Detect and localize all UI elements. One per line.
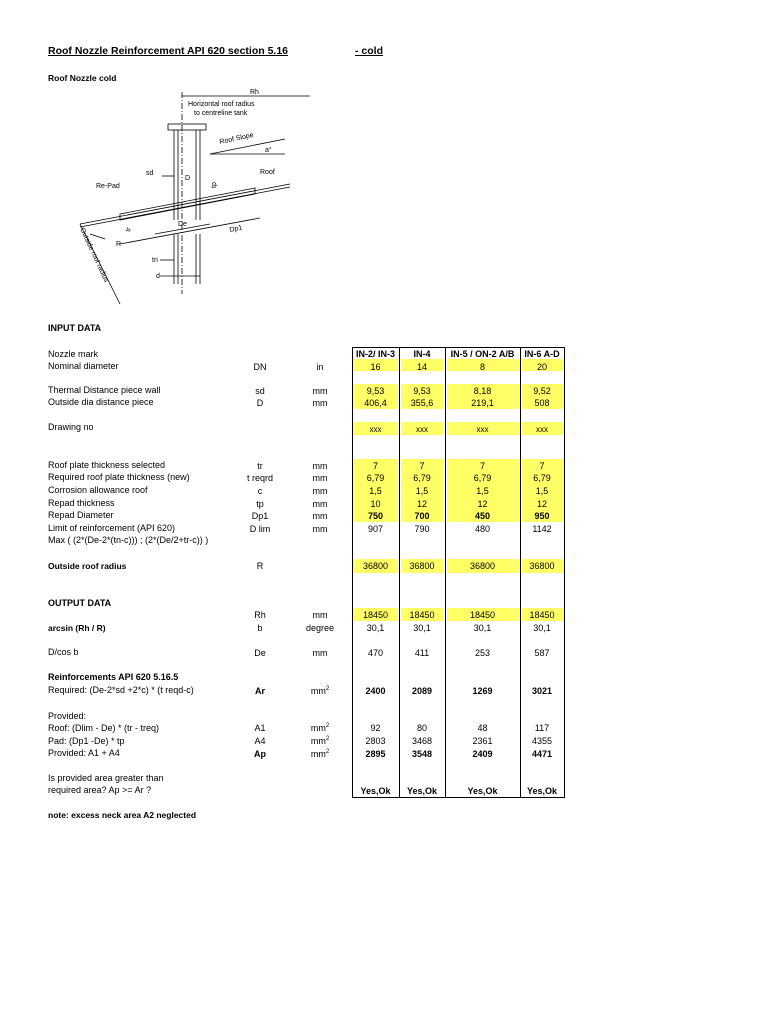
- row-unit: mm: [312, 461, 328, 471]
- value-cell-tr: 7: [419, 461, 425, 471]
- value-cell-dp1: 450: [474, 511, 491, 521]
- value-cell-c: 1,5: [415, 486, 429, 496]
- row-unit: degree: [305, 623, 335, 633]
- row-unit: mm: [312, 524, 328, 534]
- row-label: Roof plate thickness selected: [48, 460, 166, 470]
- value-cell-dn: 16: [370, 362, 381, 372]
- value-cell-check: Yes,Ok: [526, 786, 558, 796]
- value-cell-b: 30,1: [366, 623, 385, 633]
- value-cell-drawing: xxx: [369, 425, 382, 434]
- label-slope-angle: a°: [265, 147, 272, 154]
- row-label: D/cos b: [48, 647, 79, 657]
- value-cell-c: 1,5: [476, 486, 489, 496]
- value-cell-dlim: 1142: [532, 524, 552, 534]
- row-unit: mm: [312, 486, 328, 496]
- row-label: required area? Ap >= Ar ?: [48, 785, 152, 795]
- value-cell-tp: 12: [477, 499, 488, 509]
- row-symbol: b: [257, 623, 263, 633]
- row-label: Drawing no: [48, 422, 94, 432]
- row-label: Provided:: [48, 711, 87, 721]
- row-label: Corrosion allowance roof: [48, 485, 148, 495]
- value-cell-r: 36800: [409, 561, 435, 571]
- row-unit: mm: [312, 386, 328, 396]
- value-cell-ap: 2895: [365, 749, 386, 759]
- value-cell-drawing: xxx: [416, 425, 428, 434]
- value-cell-ar: 2089: [411, 686, 433, 696]
- value-cell-ar: 1269: [472, 686, 493, 696]
- value-cell-d: 219,1: [471, 398, 494, 408]
- nozzle-diagram: [60, 84, 320, 304]
- row-label: Roof: (Dlim - De) * (tr - treq): [48, 723, 160, 733]
- value-cell-tp: 12: [416, 499, 427, 509]
- value-cell-sd: 9,52: [533, 386, 551, 396]
- page-title: Roof Nozzle Reinforcement API 620 section 5.16: [48, 45, 289, 57]
- value-cell-a4: 3468: [411, 736, 433, 746]
- row-label: Repad Diameter: [48, 510, 114, 520]
- row-label: Repad thickness: [48, 498, 115, 508]
- row-unit: $mm^2$: [310, 736, 330, 746]
- value-cell-check: Yes,Ok: [406, 786, 438, 796]
- value-cell-d: 355,6: [410, 398, 434, 408]
- label-roof-slope: Roof Slope: [218, 131, 255, 146]
- value-cell-r: 36800: [529, 561, 555, 571]
- value-cell-drawing: xxx: [476, 425, 489, 434]
- row-unit: in: [316, 362, 324, 372]
- value-cell-ap: 4471: [531, 749, 553, 759]
- value-cell-dp1: 700: [414, 511, 430, 521]
- column-header: IN-6 A-D: [524, 349, 560, 359]
- value-cell-sd: 9,53: [366, 386, 385, 396]
- value-cell-b: 30,1: [413, 623, 431, 633]
- column-header: IN-5 / ON-2 A/B: [450, 349, 515, 359]
- row-label: Provided: A1 + A4: [48, 748, 120, 758]
- value-cell-treq: 6,79: [366, 473, 385, 483]
- row-symbol: A4: [254, 736, 266, 746]
- row-label: Required roof plate thickness (new): [48, 472, 190, 482]
- value-cell-a4: 2803: [365, 736, 386, 746]
- row-label: Outside roof radius: [48, 561, 127, 571]
- row-unit: mm: [312, 511, 328, 521]
- row-symbol: sd: [255, 386, 265, 396]
- row-label-formula: Max ( (2*(De-2*(tn-c))) ; (2*(De/2+tr-c)) ): [48, 535, 209, 545]
- label-d: D: [185, 175, 191, 182]
- row-symbol: Dp1: [251, 511, 269, 521]
- label-roof: Roof: [260, 169, 275, 176]
- value-cell-rh: 18450: [529, 610, 555, 620]
- value-cell-treq: 6,79: [533, 473, 551, 483]
- value-cell-dn: 8: [479, 362, 485, 372]
- label-tp: tp: [211, 182, 218, 188]
- row-symbol: t reqrd: [246, 473, 273, 483]
- footnote: note: excess neck area A2 neglected: [48, 810, 197, 820]
- value-cell-de: 587: [534, 648, 550, 658]
- label-dp1: Dp1: [228, 224, 243, 234]
- row-unit: mm: [312, 648, 328, 658]
- label-outside-radius: Outside roof radius: [78, 226, 110, 284]
- page-subtitle: Roof Nozzle cold: [48, 73, 117, 83]
- section-input-data: INPUT DATA: [48, 323, 102, 333]
- label-d-small: d: [156, 273, 160, 280]
- label-de: De: [178, 221, 187, 228]
- value-cell-r: 36800: [362, 561, 389, 571]
- value-cell-ap: 3548: [411, 749, 433, 759]
- value-cell-c: 1,5: [535, 486, 549, 496]
- value-cell-de: 470: [367, 648, 384, 658]
- value-cell-d: 508: [534, 398, 550, 408]
- row-symbol: De: [254, 648, 266, 658]
- row-label: arcsin (Rh / R): [48, 623, 106, 633]
- row-symbol: c: [257, 486, 263, 496]
- value-cell-sd: 9,53: [413, 386, 431, 396]
- row-label: Required: (De-2*sd +2*c) * (t reqd-c): [48, 685, 194, 695]
- value-cell-dlim: 790: [414, 524, 430, 534]
- row-label: Is provided area greater than: [48, 773, 164, 783]
- label-tr: tr: [125, 226, 133, 233]
- label-tn: tn: [152, 257, 158, 264]
- row-unit: mm: [312, 499, 328, 509]
- row-unit: $mm^2$: [310, 686, 330, 696]
- row-symbol: Ar: [254, 686, 265, 696]
- value-cell-de: 411: [414, 648, 430, 658]
- row-unit: mm: [312, 610, 328, 620]
- value-cell-drawing: xxx: [536, 425, 548, 434]
- label-sd: sd: [146, 170, 154, 177]
- row-label: Outside dia distance piece: [48, 397, 154, 407]
- value-cell-tr: 7: [479, 461, 485, 471]
- label-r: R: [116, 241, 122, 248]
- value-cell-dp1: 950: [534, 511, 550, 521]
- value-cell-ar: 3021: [531, 686, 553, 696]
- value-cell-a1: 80: [416, 723, 427, 733]
- value-cell-b: 30,1: [473, 623, 492, 633]
- value-cell-dn: 20: [536, 362, 547, 372]
- value-cell-check: Yes,Ok: [360, 786, 391, 796]
- value-cell-a4: 2361: [472, 736, 493, 746]
- row-symbol: DN: [253, 362, 267, 372]
- row-symbol: tr: [257, 461, 263, 471]
- value-cell-sd: 8,18: [473, 386, 492, 396]
- value-cell-tr: 7: [539, 461, 545, 471]
- row-unit: mm: [312, 473, 328, 483]
- value-cell-check: Yes,Ok: [467, 786, 498, 796]
- value-cell-b: 30,1: [533, 623, 551, 633]
- row-symbol: Ap: [254, 749, 266, 759]
- section-output-data: OUTPUT DATA: [48, 598, 112, 608]
- row-label: Limit of reinforcement (API 620): [48, 523, 176, 533]
- value-cell-dlim: 907: [367, 524, 384, 534]
- value-cell-de: 253: [474, 648, 491, 658]
- value-cell-ap: 2409: [472, 749, 493, 759]
- value-cell-ar: 2400: [365, 686, 386, 696]
- row-label: Pad: (Dp1 -De) * tp: [48, 736, 125, 746]
- row-symbol: R: [256, 561, 264, 571]
- value-cell-dn: 14: [416, 362, 427, 372]
- value-cell-tr: 7: [372, 461, 378, 471]
- value-cell-treq: 6,79: [473, 473, 492, 483]
- row-unit: $mm^2$: [310, 749, 330, 759]
- value-cell-a1: 48: [477, 723, 488, 733]
- value-cell-rh: 18450: [469, 610, 496, 620]
- value-cell-c: 1,5: [369, 486, 382, 496]
- value-cell-rh: 18450: [362, 610, 389, 620]
- value-cell-treq: 6,79: [413, 473, 431, 483]
- value-cell-dp1: 750: [367, 511, 384, 521]
- value-cell-a1: 117: [534, 723, 550, 733]
- page-title-suffix: - cold: [355, 45, 383, 57]
- section-reinforcements: Reinforcements API 620 5.16.5: [48, 672, 179, 682]
- value-cell-rh: 18450: [409, 610, 435, 620]
- row-unit: mm: [312, 398, 328, 408]
- row-symbol: D lim: [249, 524, 271, 534]
- row-label: Nominal diameter: [48, 361, 119, 371]
- value-cell-a4: 4355: [531, 736, 553, 746]
- row-label: Thermal Distance piece wall: [48, 385, 161, 395]
- value-cell-d: 406,4: [364, 398, 387, 408]
- column-header: IN-4: [413, 349, 431, 359]
- label-rh: Rh: [250, 89, 259, 96]
- row-symbol: tp: [256, 499, 264, 509]
- row-symbol: D: [256, 398, 264, 408]
- value-cell-tp: 12: [536, 499, 547, 509]
- column-header: IN-2/ IN-3: [355, 349, 395, 359]
- value-cell-a1: 92: [370, 723, 381, 733]
- label-repad: Re-Pad: [96, 183, 120, 190]
- row-label: Nozzle mark: [48, 349, 99, 359]
- label-horiz2: to centreline tank: [194, 110, 248, 117]
- value-cell-tp: 10: [370, 499, 381, 509]
- value-cell-r: 36800: [469, 561, 496, 571]
- row-unit: $mm^2$: [310, 723, 330, 733]
- row-symbol: Rh: [254, 610, 266, 620]
- row-symbol: A1: [254, 723, 266, 733]
- label-horiz1: Horizontal roof radius: [188, 101, 255, 108]
- value-cell-dlim: 480: [474, 524, 491, 534]
